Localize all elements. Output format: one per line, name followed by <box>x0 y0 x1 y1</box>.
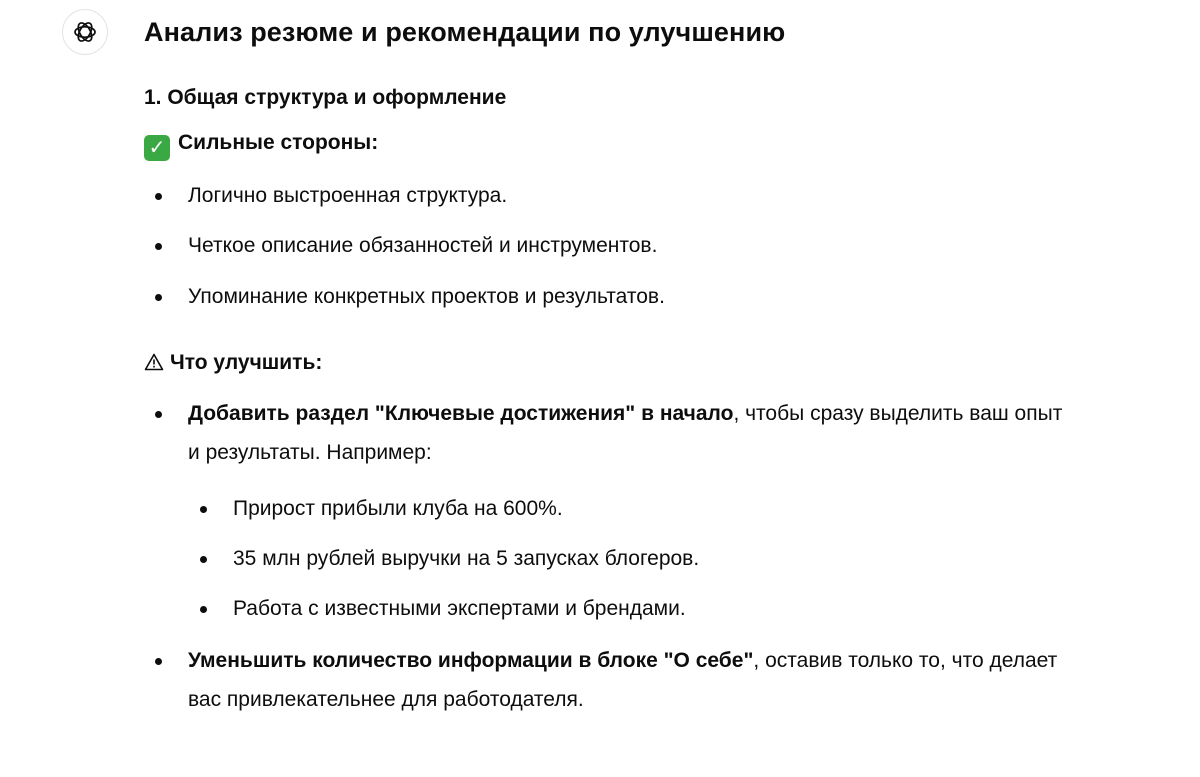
improve-heading <box>144 351 322 375</box>
bullet-icon <box>155 243 162 250</box>
warning-icon <box>144 353 164 371</box>
strengths-heading-text: Сильные стороны: <box>178 131 379 154</box>
list-item-bold: Уменьшить количество информации в блоке "О себе" <box>188 649 754 672</box>
list-item: Четкое описание обязанностей и инструментов. <box>188 234 658 257</box>
list-item-bold: Добавить раздел "Ключевые достижения" в начало <box>188 402 734 425</box>
list-item: Упоминание конкретных проектов и результатов. <box>188 285 665 308</box>
bullet-icon <box>155 658 162 665</box>
list-item <box>188 394 1062 434</box>
bullet-icon <box>200 556 207 563</box>
sub-list-item: Работа с известными экспертами и брендами. <box>233 597 686 620</box>
bullet-icon <box>155 294 162 301</box>
strengths-heading <box>144 131 378 161</box>
list-item <box>188 641 1057 681</box>
message-title: Анализ резюме и рекомендации по улучшению <box>144 17 786 47</box>
assistant-avatar <box>62 9 108 55</box>
sub-list-item: 35 млн рублей выручки на 5 запусках блогеров. <box>233 547 700 570</box>
sub-list-item: Прирост прибыли клуба на 600%. <box>233 497 563 520</box>
bullet-icon <box>200 606 207 613</box>
list-item-continuation: вас привлекательнее для работодателя. <box>188 688 584 711</box>
list-item: Логично выстроенная структура. <box>188 184 508 207</box>
section-heading: 1. Общая структура и оформление <box>144 86 507 109</box>
list-item-text: , чтобы сразу выделить ваш опыт <box>733 402 1063 425</box>
bullet-icon <box>200 506 207 513</box>
check-mark-icon: ✓ <box>144 135 170 161</box>
list-item-continuation: и результаты. Например: <box>188 441 432 464</box>
openai-logo-icon <box>72 19 98 45</box>
improve-heading-text: Что улучшить: <box>170 351 323 374</box>
bullet-icon <box>155 193 162 200</box>
list-item-text: , оставив только то, что делает <box>753 649 1058 672</box>
bullet-icon <box>155 411 162 418</box>
